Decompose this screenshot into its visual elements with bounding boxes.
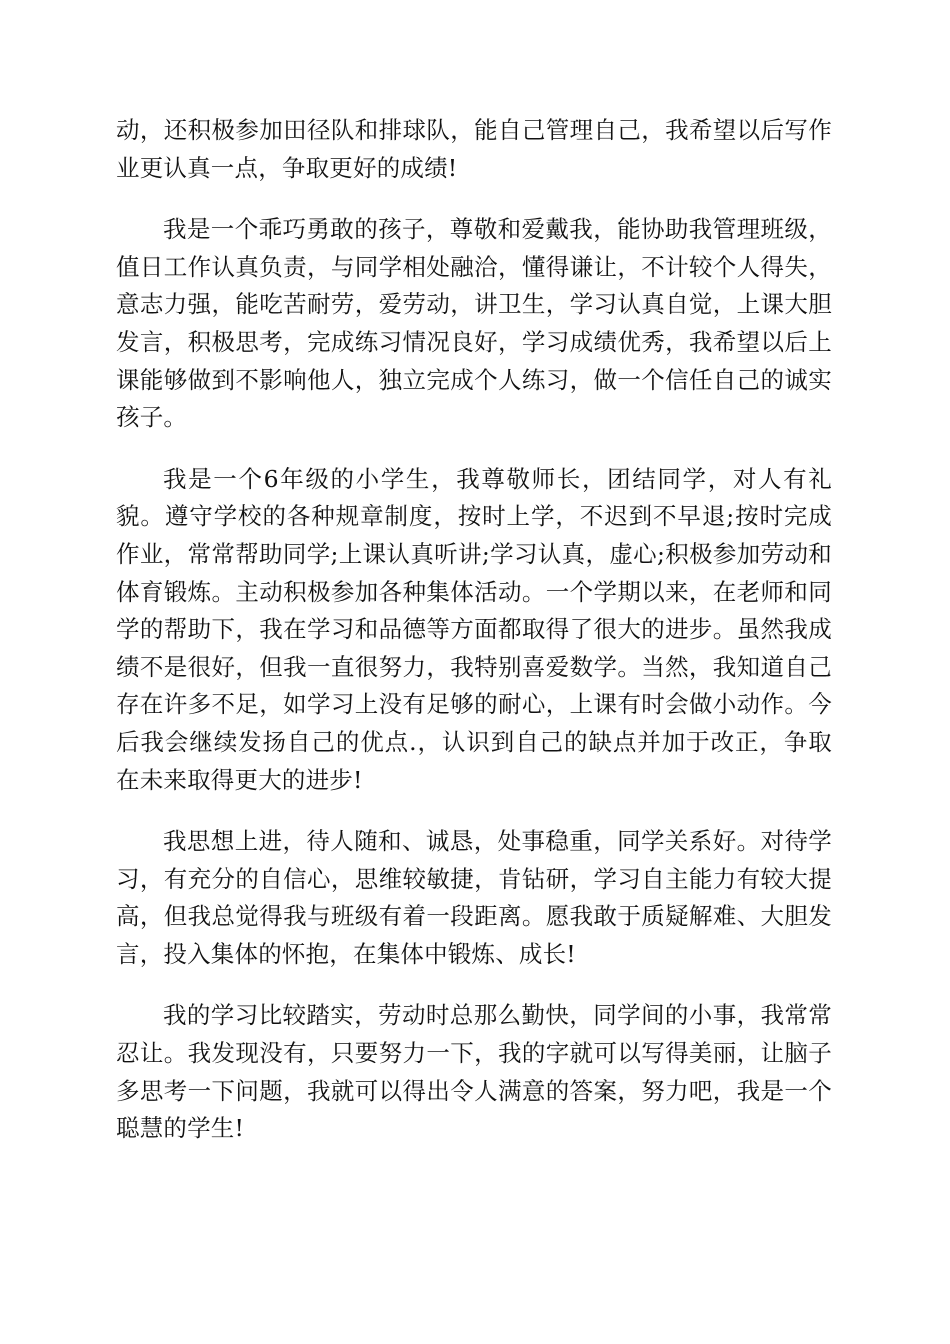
paragraph-4: 我思想上进，待人随和、诚恳，处事稳重，同学关系好。对待学习，有充分的自信心，思维较敏捷，肯钻研，学习自主能力有较大提高，但我总觉得我与班级有着一段距离。愿我敢于质疑解难、大胆发言，投入集体的怀抱，在集体中锻炼、成长!: [116, 827, 832, 968]
document-body: [116, 112, 832, 1172]
paragraph-3: 我是一个6年级的小学生，我尊敬师长，团结同学，对人有礼貌。遵守学校的各种规章制度，按时上学，不迟到不早退;按时完成作业，常常帮助同学;上课认真听讲;学习认真，虚心;积极参加劳动和体育锻炼。主动积极参加各种集体活动。一个学期以来，在老师和同学的帮助下，我在学习和品德等方面都取得了很大的进步。虽然我成绩不是很好，但我一直很努力，我特别喜爱数学。当然，我知道自己存在许多不足，如学习上没有足够的耐心，上课有时会做小动作。今后我会继续发扬自己的优点.，认识到自己的缺点并加于改正，争取在未来取得更大的进步!: [116, 464, 832, 794]
paragraph-2: 我是一个乖巧勇敢的孩子，尊敬和爱戴我，能协助我管理班级，值日工作认真负责，与同学相处融洽，懂得谦让，不计较个人得失，意志力强，能吃苦耐劳，爱劳动，讲卫生，学习认真自觉，上课大胆发言，积极思考，完成练习情况良好，学习成绩优秀，我希望以后上课能够做到不影响他人，独立完成个人练习，做一个信任自己的诚实孩子。: [116, 215, 832, 432]
paragraph-5: 我的学习比较踏实，劳动时总那么勤快，同学间的小事，我常常忍让。我发现没有，只要努力一下，我的字就可以写得美丽，让脑子多思考一下问题，我就可以得出令人满意的答案，努力吧，我是一个聪慧的学生!: [116, 1001, 832, 1143]
paragraph-1: 动，还积极参加田径队和排球队，能自己管理自己，我希望以后写作业更认真一点，争取更好的成绩!: [116, 116, 832, 182]
